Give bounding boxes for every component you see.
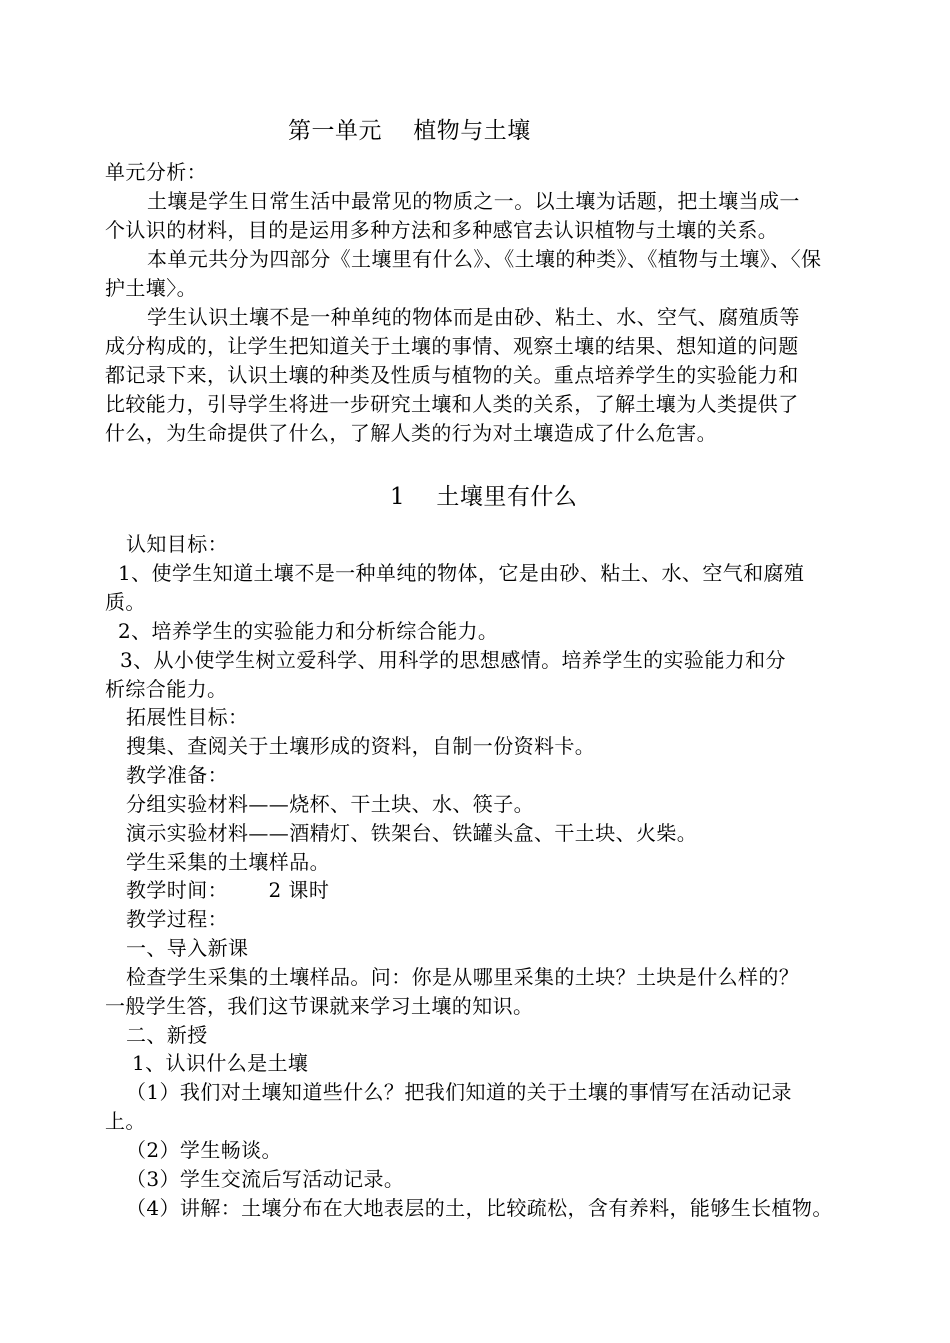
- paragraph-line: （4）讲解：土壤分布在大地表层的土，比较疏松，含有养料，能够生长植物。: [126, 1196, 833, 1220]
- paragraph-line: （2）学生畅谈。: [126, 1138, 282, 1162]
- paragraph-line: 演示实验材料——酒精灯、铁架台、铁罐头盒、干土块、火柴。: [126, 821, 698, 845]
- paragraph-line: 都记录下来，认识土壤的种类及性质与植物的关。重点培养学生的实验能力和: [105, 363, 799, 387]
- paragraph-line: 3、从小使学生树立爱科学、用科学的思想感情。培养学生的实验能力和分: [120, 648, 786, 672]
- paragraph-line: 1、认识什么是土壤: [132, 1051, 309, 1075]
- paragraph-line: 土壤是学生日常生活中最常见的物质之一。以土壤为话题，把土壤当成一: [147, 189, 800, 213]
- section-heading: 拓展性目标：: [126, 705, 249, 729]
- paragraph-line: （3）学生交流后写活动记录。: [126, 1167, 405, 1191]
- paragraph-line: 成分构成的，让学生把知道关于土壤的事情、观察土壤的结果、想知道的问题: [105, 334, 799, 358]
- paragraph-line: 上。: [105, 1109, 146, 1133]
- paragraph-line: 1、使学生知道土壤不是一种单纯的物体，它是由砂、粘土、水、空气和腐殖: [118, 561, 805, 585]
- paragraph-line: 护土壤〉。: [105, 276, 197, 300]
- analysis-heading: 单元分析：: [105, 160, 207, 184]
- section-heading: 二、新授: [126, 1023, 208, 1047]
- paragraph-line: 析综合能力。: [105, 677, 228, 701]
- paragraph-line: 个认识的材料，目的是运用多种方法和多种感官去认识植物与土壤的关系。: [105, 218, 779, 242]
- paragraph-line: 检查学生采集的土壤样品。问：你是从哪里采集的土块？土块是什么样的？: [126, 965, 800, 989]
- paragraph-line: 学生认识土壤不是一种单纯的物体而是由砂、粘土、水、空气、腐殖质等: [147, 305, 800, 329]
- paragraph-line: 本单元共分为四部分《土壤里有什么》、《土壤的种类》、《植物与土壤》、〈保: [147, 247, 822, 271]
- section-heading: 教学过程：: [126, 907, 228, 931]
- unit-title: 第一单元 植物与土壤: [288, 118, 531, 144]
- section-heading: 教学准备：: [126, 763, 228, 787]
- section-heading: 认知目标：: [126, 532, 228, 556]
- section-heading: 一、导入新课: [126, 936, 249, 960]
- teaching-time: 教学时间： 2 课时: [126, 878, 330, 902]
- paragraph-line: 什么，为生命提供了什么，了解人类的行为对土壤造成了什么危害。: [105, 421, 717, 445]
- paragraph-line: （1）我们对土壤知道些什么？把我们知道的关于土壤的事情写在活动记录: [126, 1080, 792, 1104]
- paragraph-line: 比较能力，引导学生将进一步研究土壤和人类的关系，了解土壤为人类提供了: [105, 392, 799, 416]
- paragraph-line: 2、培养学生的实验能力和分析综合能力。: [118, 619, 499, 643]
- paragraph-line: 质。: [105, 590, 146, 614]
- paragraph-line: 分组实验材料——烧杯、干土块、水、筷子。: [126, 792, 534, 816]
- paragraph-line: 一般学生答，我们这节课就来学习土壤的知识。: [105, 994, 534, 1018]
- paragraph-line: 搜集、查阅关于土壤形成的资料，自制一份资料卡。: [126, 734, 596, 758]
- paragraph-line: 学生采集的土壤样品。: [126, 850, 330, 874]
- lesson-title: 1 土壤里有什么: [390, 484, 578, 510]
